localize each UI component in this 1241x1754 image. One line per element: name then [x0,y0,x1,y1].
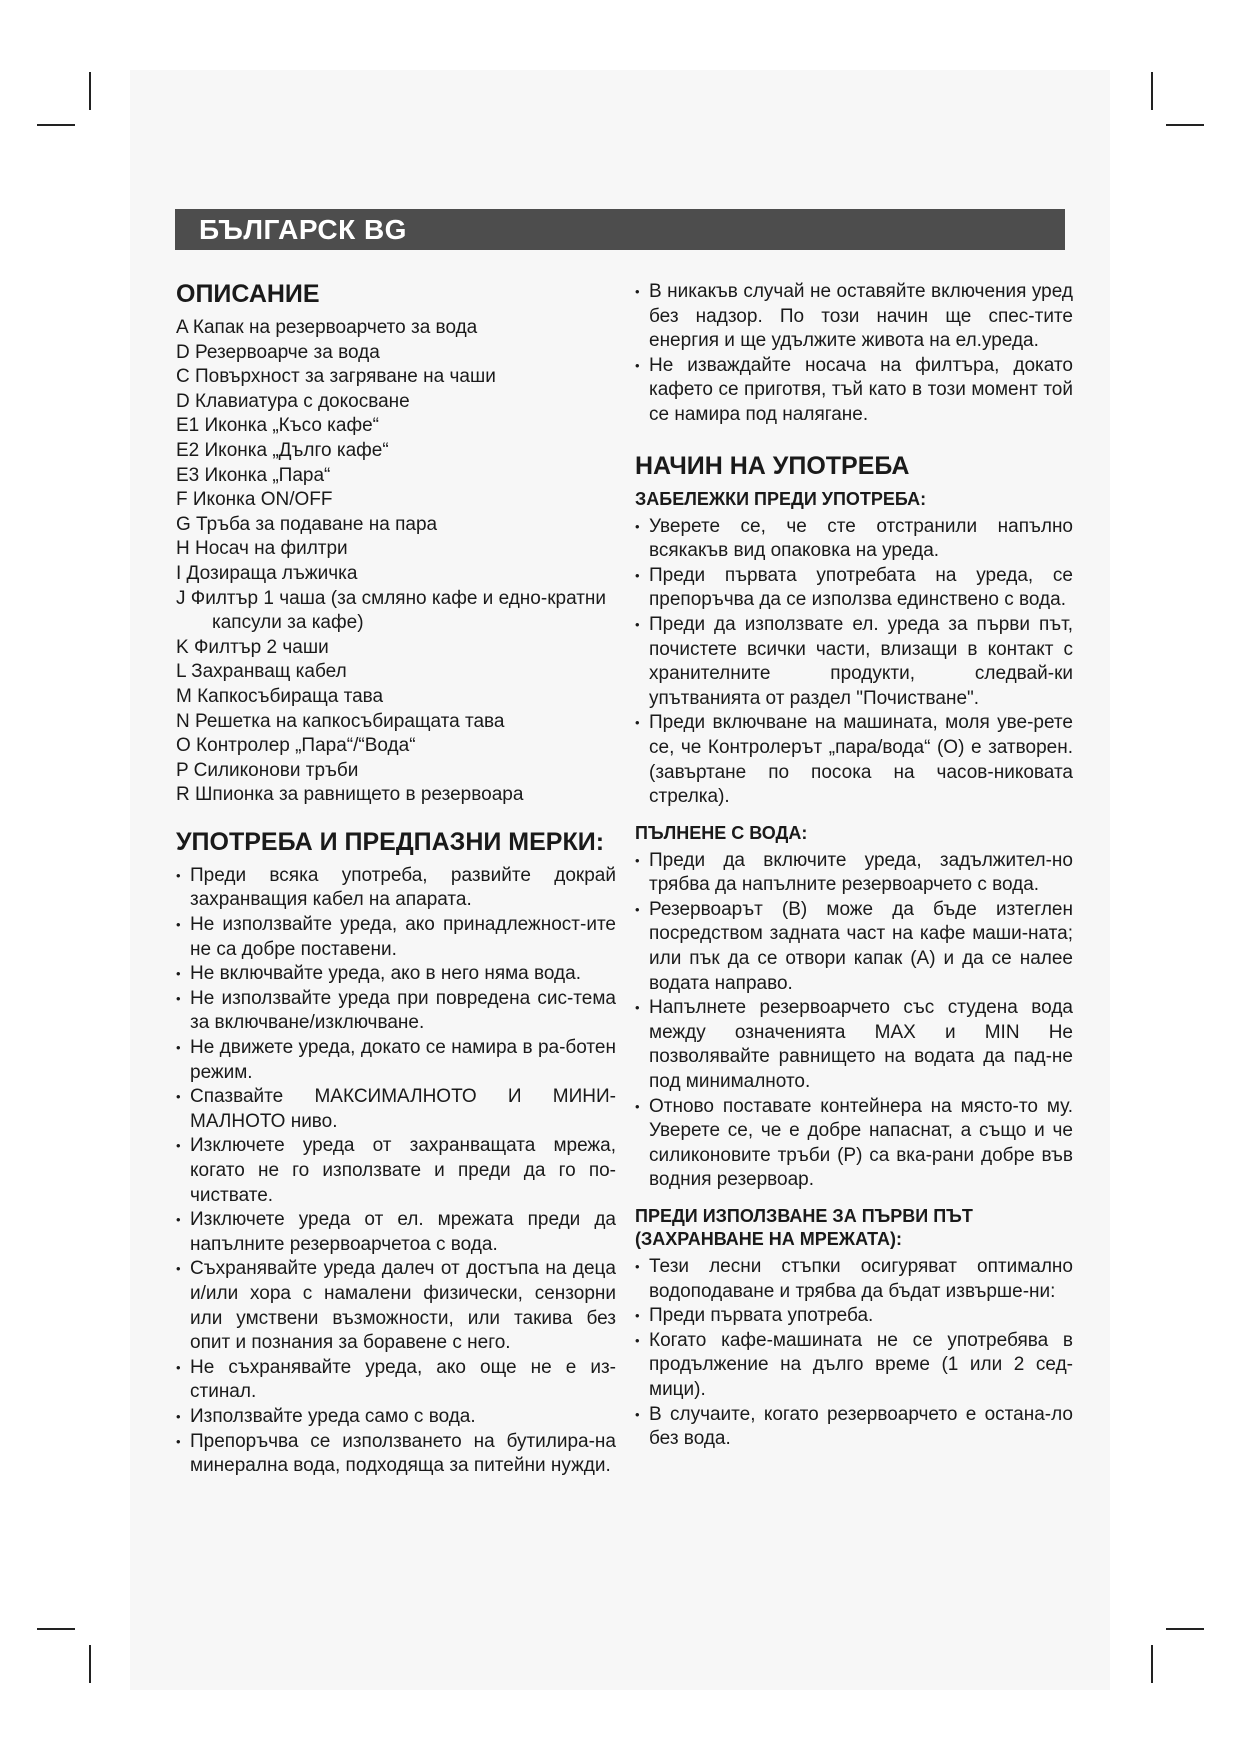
crop-mark-top-left-horizontal [37,124,75,126]
precautions-list [176,864,616,1479]
parts-list-item: P Силиконови тръби [176,759,359,781]
parts-list-item: N Решетка на капкосъбиращата тава [176,710,505,732]
fill-list [635,849,1073,1193]
precaution-item: • Препоръчва се използването на бутилира-на минерална вода, подходяща за питейни нужди. [176,1430,616,1479]
parts-list-item: M Капкосъбираща тава [176,685,384,707]
parts-list-item: E3 Иконка „Пара“ [176,464,331,486]
parts-list-item: C Повърхност за загряване на чаши [176,366,496,388]
first-use-item: • Преди първата употреба. [635,1304,1073,1329]
crop-mark-top-right-vertical [1151,72,1153,110]
language-header-bar: БЪЛГАРСК BG [175,209,1065,250]
parts-list-item: O Контролер „Пара“/“Вода“ [176,735,416,757]
parts-list-item: D Резервоарче за вода [176,341,380,363]
parts-list-item: A Капак на резервоарчето за вода [176,317,478,338]
fill-item: • Напълнете резервоарчето със студена вода между означенията MAX и MIN Не позволявайте равнището на водата да пад-не под минималното. [635,996,1073,1094]
parts-list-item: J Филтър 1 чаша (за смляно кафе и едно-кратни капсули за кафе) [176,587,607,634]
crop-mark-bottom-left-vertical [89,1645,91,1683]
first-use-item: • Когато кафе-машината не се употребява в продължение на дълго време (1 или 2 сед-мици). [635,1329,1073,1403]
intro-list [635,280,1073,428]
precaution-item: • Не съхранявайте уреда, ако още не е из-стинал. [176,1356,616,1405]
notes-list [635,515,1073,810]
first-use-subheading: ПРЕДИ ИЗПОЛЗВАНЕ ЗА ПЪРВИ ПЪТ (ЗАХРАНВАНЕ НА МРЕЖАТА): [635,1206,973,1249]
precaution-item: • Преди всяка употреба, развийте докрай захранващия кабел на апарата. [176,864,616,913]
notes-subheading: ЗАБЕЛЕЖКИ ПРЕДИ УПОТРЕБА: [635,488,927,509]
fill-item: • Преди да включите уреда, задължител-но трябва да напълните резервоарчето с вода. [635,849,1073,898]
note-item: • Преди да използвате ел. уреда за първи път, почистете всички части, влизащи в контакт с хранителните продукти, следвай-ки упътванията от раздел "Почистване". [635,613,1073,711]
precaution-item: • Съхранявайте уреда далеч от достъпа на деца и/или хора с намалени физически, сензорни или умствени възможности, или такива без опит и познания за боравене с него. [176,1257,616,1355]
right-column [635,280,1073,1452]
precaution-item: • Спазвайте МАКСИМАЛНОТО И МИНИ-МАЛНОТО ниво. [176,1085,616,1134]
precaution-item: • Не движете уреда, докато се намира в ра-ботен режим. [176,1036,616,1085]
parts-list-item: I Дозираща лъжичка [176,562,358,584]
note-item: • Преди включване на машината, моля уве-рете се, че Контролерът „пара/вода“ (O) е затворен. (завъртане по посока на часов-никовата стрелка). [635,711,1073,809]
parts-list-item: L Захранващ кабел [176,661,347,683]
first-use-item: • В случаите, когато резервоарчето е остана-ло без вода. [635,1403,1073,1452]
precaution-item: • Изключете уреда от ел. мрежата преди да напълните резервоарчетоа с вода. [176,1208,616,1257]
parts-list-item: K Филтър 2 чаши [176,636,329,658]
parts-list-item: E1 Иконка „Късо кафе“ [176,415,379,437]
fill-subheading: ПЪЛНЕНЕ С ВОДА: [635,822,808,843]
intro-item: • Не изваждайте носача на филтъра, докато кафето се приготвя, тъй като в този момент той се намира под налягане. [635,354,1073,428]
spacer [635,428,1073,450]
crop-mark-bottom-right-horizontal [1166,1628,1204,1630]
description-heading: ОПИСАНИЕ [176,280,320,308]
fill-item: • Отново поставате контейнера на място-то му. Уверете се, че е добре напаснат, а също и че силиконовите тръби (P) са вка-рани добре във водния резервоар. [635,1095,1073,1193]
precaution-item: • Не включвайте уреда, ако в него няма вода. [176,962,616,987]
spacer [635,810,1073,822]
precaution-item: • Изключете уреда от захранващата мрежа, когато не го използвате и преди да го по-чиствате. [176,1134,616,1208]
fill-item: • Резервоарът (B) може да бъде изтеглен посредством задната част на кафе маши-ната; или пък да се отвори капак (A) и да се налее водата направо. [635,898,1073,996]
spacer [635,1193,1073,1205]
note-item: • Преди първата употребата на уреда, се препоръчва да се използва единствено с вода. [635,564,1073,613]
parts-list-item: R Шпионка за равнището в резервоара [176,784,524,806]
crop-mark-bottom-left-horizontal [37,1628,75,1630]
first-use-list [635,1255,1073,1452]
parts-list-item: H Носач на филтри [176,538,348,560]
precaution-item: • Не използвайте уреда при повредена сис-тема за включване/изключване. [176,987,616,1036]
parts-list-item: D Клавиатура с докосване [176,390,410,412]
intro-item: • В никакъв случай не оставяйте включения уред без надзор. По този начин ще спес-тите енергия и ще удължите живота на ел.уреда. [635,280,1073,354]
parts-list-item: E2 Иконка „Дълго кафе“ [176,439,389,461]
crop-mark-top-right-horizontal [1166,124,1204,126]
left-column [176,278,616,1479]
first-use-item: • Тези лесни стъпки осигуряват оптимално водоподаване и трябва да бъдат извърше-ни: [635,1255,1073,1304]
crop-mark-top-left-vertical [89,72,91,110]
usage-heading: НАЧИН НА УПОТРЕБА [635,451,910,480]
precaution-item: • Използвайте уреда само с вода. [176,1405,616,1430]
crop-mark-bottom-right-vertical [1151,1645,1153,1683]
parts-list-item: G Тръба за подаване на пара [176,513,438,535]
precautions-heading: УПОТРЕБА И ПРЕДПАЗНИ МЕРКИ: [176,827,605,856]
note-item: • Уверете се, че сте отстранили напълно всякакъв вид опаковка на уреда. [635,515,1073,564]
parts-list [176,316,616,808]
precaution-item: • Не използвайте уреда, ако принадлежност-ите не са добре поставени. [176,913,616,962]
parts-list-item: F Иконка ON/OFF [176,489,333,511]
